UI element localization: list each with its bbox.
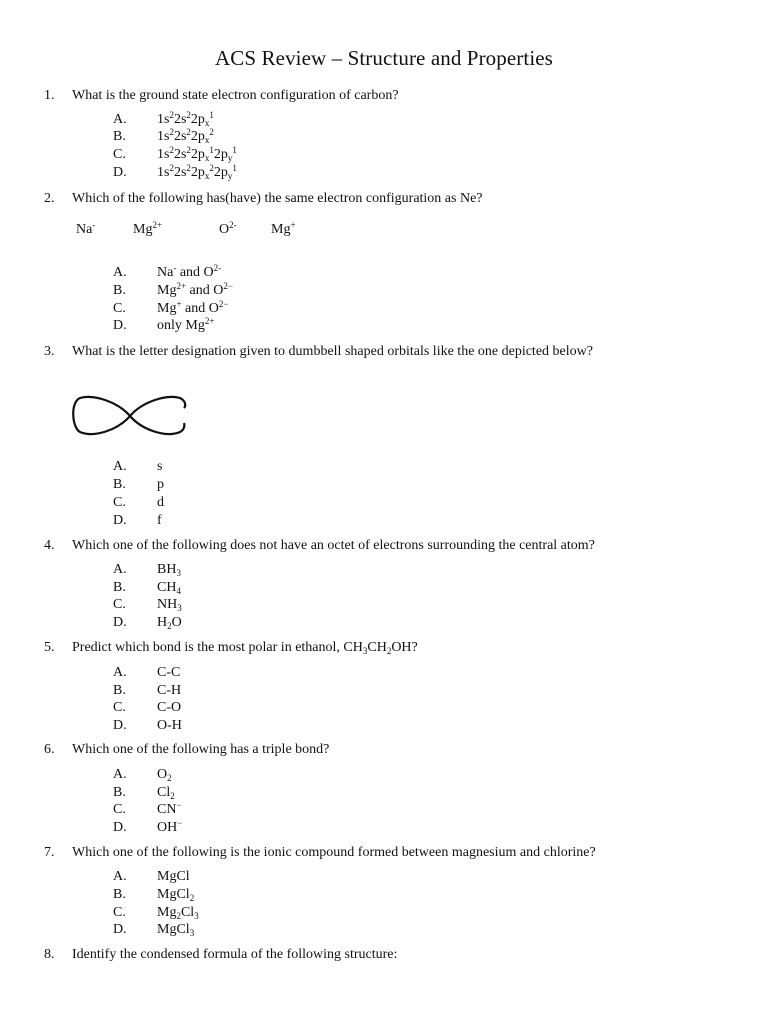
question-6 bbox=[44, 742, 329, 758]
question-text: Which one of the following is the ionic compound formed between magnesium and chlorine? bbox=[72, 845, 596, 860]
question-5 bbox=[44, 640, 418, 656]
question-number: 4. bbox=[44, 538, 55, 553]
question-number: 7. bbox=[44, 845, 55, 860]
option-3b: B. p bbox=[113, 477, 164, 492]
option-4b: B. $CH_4$ bbox=[113, 580, 181, 596]
question-1 bbox=[44, 88, 399, 104]
option-5c: C. C-O bbox=[113, 700, 182, 715]
option-4d: D. $H_2O$ bbox=[113, 615, 182, 631]
option-7c: C. $Mg_2Cl_3$ bbox=[113, 905, 199, 921]
question-text: Predict which bond is the most polar in ethanol, $CH_3CH_2OH$? bbox=[72, 640, 418, 656]
question-number: 5. bbox=[44, 640, 55, 655]
question-number: 1. bbox=[44, 88, 55, 103]
ion-magnesium-2plus: $Mg^{2+}$ bbox=[133, 220, 163, 237]
option-1c: C. $1s^22s^22p_x^12p_y^1$ bbox=[113, 145, 237, 163]
option-2c: C. Mg+ and $O^{2-}$ bbox=[113, 299, 229, 316]
option-7b: B. MgCl$_2$ bbox=[113, 887, 195, 903]
question-4 bbox=[44, 538, 595, 554]
option-1b: B. $1s^22s^22p_x^2$ bbox=[113, 127, 214, 145]
option-6d: D. OH− bbox=[113, 818, 183, 835]
question-number: 8. bbox=[44, 947, 55, 962]
option-2d: D. only $Mg^{2+}$ bbox=[113, 316, 215, 333]
question-number: 6. bbox=[44, 742, 55, 757]
question-number: 3. bbox=[44, 344, 55, 359]
option-5b: B. C-H bbox=[113, 683, 182, 698]
option-4c: C. $NH_3$ bbox=[113, 597, 182, 613]
question-3 bbox=[44, 344, 593, 360]
dumbbell-orbital-drawing bbox=[72, 392, 188, 440]
option-5d: D. O-H bbox=[113, 718, 182, 733]
question-8 bbox=[44, 947, 397, 963]
option-3d: D. f bbox=[113, 513, 162, 528]
option-6c: C. CN− bbox=[113, 800, 182, 817]
option-2a: A. Na- and $O^{2-}$ bbox=[113, 263, 222, 280]
option-3c: C. d bbox=[113, 495, 164, 510]
question-text: What is the letter designation given to dumbbell shaped orbitals like the one depicted below? bbox=[72, 344, 593, 359]
ion-oxide: $O^{2-}$ bbox=[219, 220, 237, 237]
option-6a: A. $O_2$ bbox=[113, 767, 172, 783]
option-1a: A. $1s^22s^22p_x^1$ bbox=[113, 110, 214, 128]
option-2b: B. $Mg^{2+}$ and $O^{2-}$ bbox=[113, 281, 233, 298]
question-text: Which one of the following does not have an octet of electrons surrounding the central atom? bbox=[72, 538, 595, 553]
ion-magnesium-plus: Mg+ bbox=[271, 220, 296, 237]
question-text: Identify the condensed formula of the following structure: bbox=[72, 947, 398, 962]
option-7a: A. MgCl bbox=[113, 869, 190, 884]
option-7d: D. MgCl$_3$ bbox=[113, 922, 195, 938]
option-4a: A. $BH_3$ bbox=[113, 562, 181, 578]
question-7 bbox=[44, 845, 596, 861]
question-text: Which one of the following has a triple bond? bbox=[72, 742, 330, 757]
option-1d: D. $1s^22s^22p_x^22p_y^1$ bbox=[113, 163, 237, 181]
option-3a: A. s bbox=[113, 459, 163, 474]
question-2 bbox=[44, 191, 483, 207]
question-text: What is the ground state electron configuration of carbon? bbox=[72, 88, 399, 103]
question-number: 2. bbox=[44, 191, 55, 206]
question-text: Which of the following has(have) the same electron configuration as Ne? bbox=[72, 191, 483, 206]
page-title: ACS Review – Structure and Properties bbox=[215, 46, 553, 70]
option-5a: A. C-C bbox=[113, 665, 181, 680]
option-6b: B. $Cl_2$ bbox=[113, 785, 175, 801]
ion-sodium: Na- bbox=[76, 220, 96, 237]
